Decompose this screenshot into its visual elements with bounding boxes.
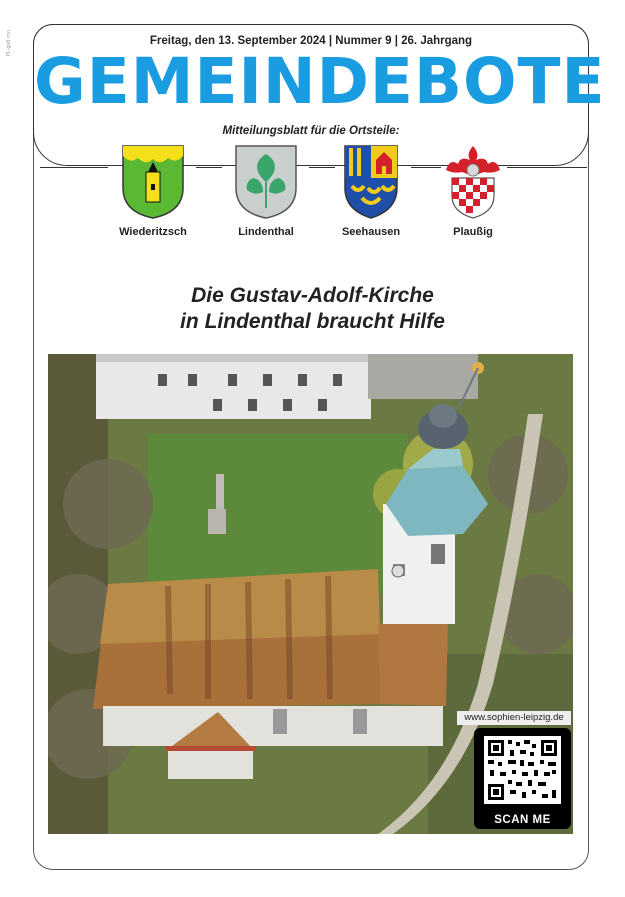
headline-line-2: in Lindenthal braucht Hilfe [180,310,445,333]
qr-code-pattern [484,736,561,804]
crest-divider [196,167,222,168]
crest-plaussig [428,144,518,238]
side-mark: PL-gs8.mn [6,30,12,57]
lindenthal-crest-icon [233,144,299,220]
crest-name: Plaußig [453,226,493,238]
crest-name: Wiederitzsch [119,226,187,238]
crest-seehausen [326,144,416,238]
crest-wiederitzsch [108,144,198,238]
seehausen-crest-icon [342,144,400,220]
crest-lindenthal [221,144,311,238]
wiederitzsch-crest-icon [120,144,186,220]
masthead-subtitle: Mitteilungsblatt für die Ortsteile: [222,125,400,137]
plaussig-crest-icon [440,144,506,220]
headline [0,283,625,335]
issue-line: Freitag, den 13. September 2024 | Nummer 9 | 26. Jahrgang [149,35,473,47]
scan-me-label: SCAN ME [494,814,551,826]
crest-name: Lindenthal [238,226,294,238]
qr-url[interactable]: www.sophien-leipzig.de [457,711,571,725]
crest-name: Seehausen [341,226,401,238]
crest-divider [40,167,108,168]
crest-divider [507,167,587,168]
qr-code[interactable] [474,728,571,829]
headline-line-1: Die Gustav-Adolf-Kirche [191,284,434,307]
newspaper-title: GEMEINDEBOTE [34,45,606,118]
